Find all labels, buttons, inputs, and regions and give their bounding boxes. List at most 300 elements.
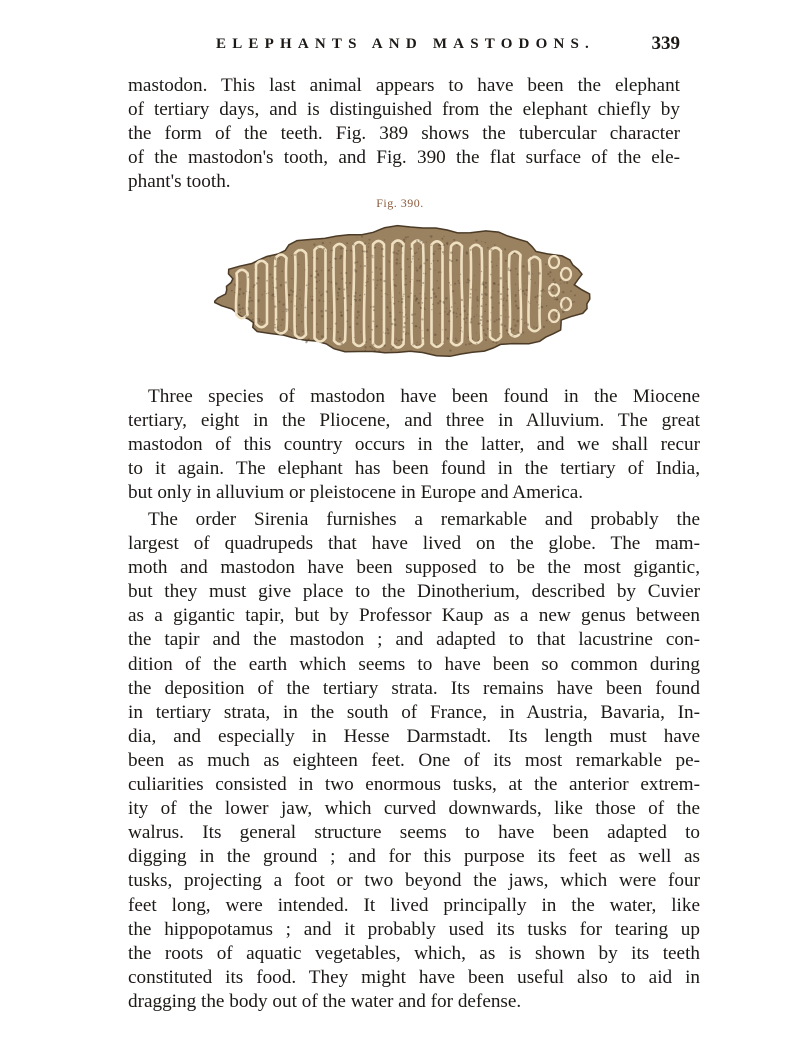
paragraph-mastodon-species <box>128 385 700 505</box>
dentine-dot <box>404 284 406 286</box>
dentine-dot <box>335 283 337 285</box>
dentine-dot <box>395 252 397 254</box>
dentine-dot <box>549 284 550 285</box>
dentine-dot <box>403 326 405 328</box>
dentine-dot <box>431 349 432 350</box>
dentine-dot <box>406 284 408 286</box>
dentine-dot <box>439 313 441 315</box>
dentine-dot <box>405 307 407 309</box>
dentine-dot <box>493 282 495 284</box>
dentine-dot <box>469 297 471 299</box>
dentine-dot <box>416 240 418 242</box>
dentine-dot <box>257 299 259 301</box>
dentine-dot <box>328 281 330 283</box>
dentine-dot <box>405 278 407 280</box>
dentine-dot <box>377 279 379 281</box>
dentine-dot <box>450 260 452 262</box>
dentine-dot <box>274 305 277 308</box>
dentine-dot <box>503 305 505 307</box>
dentine-dot <box>394 284 396 286</box>
dentine-dot <box>258 318 260 320</box>
dentine-dot <box>383 280 385 282</box>
dentine-dot <box>372 271 373 272</box>
dentine-dot <box>436 344 438 346</box>
dentine-dot <box>522 290 525 293</box>
dentine-dot <box>296 308 298 310</box>
dentine-dot <box>361 236 363 238</box>
dentine-dot <box>484 293 486 295</box>
dentine-dot <box>445 297 448 300</box>
dentine-dot <box>410 351 411 352</box>
dentine-dot <box>337 294 339 296</box>
dentine-dot <box>373 309 375 311</box>
dentine-dot <box>515 294 517 296</box>
dentine-dot <box>276 319 278 321</box>
dentine-dot <box>534 282 536 284</box>
dentine-dot <box>299 298 301 300</box>
dentine-dot <box>442 329 443 330</box>
text-line: Three species of mastodon have been found in the Miocene <box>148 386 700 407</box>
dentine-dot <box>520 333 522 335</box>
dentine-dot <box>375 287 377 289</box>
dentine-dot <box>289 329 290 330</box>
figure-elephant-tooth <box>214 212 594 372</box>
dentine-dot <box>513 319 515 321</box>
dentine-dot <box>341 342 344 345</box>
dentine-dot <box>352 251 353 252</box>
paragraph-mastodon-teeth <box>128 74 680 194</box>
dentine-dot <box>452 290 454 292</box>
dentine-dot <box>481 316 483 318</box>
dentine-dot <box>316 323 317 324</box>
dentine-dot <box>438 287 440 289</box>
dentine-dot <box>455 339 457 341</box>
text-line: to it again. The elephant has been found in the tertiary of India, <box>128 458 700 480</box>
dentine-dot <box>381 319 382 320</box>
dentine-dot <box>490 274 492 276</box>
dentine-dot <box>375 326 377 328</box>
dentine-dot <box>274 257 277 260</box>
dentine-dot <box>323 248 325 250</box>
dentine-dot <box>481 294 483 296</box>
dentine-dot <box>559 301 561 303</box>
dentine-dot <box>322 242 324 244</box>
dentine-dot <box>459 314 461 316</box>
dentine-dot <box>346 321 348 323</box>
dentine-dot <box>486 267 487 268</box>
dentine-dot <box>331 267 332 268</box>
dentine-dot <box>552 265 553 266</box>
dentine-dot <box>346 309 348 311</box>
dentine-dot <box>335 323 337 325</box>
dentine-dot <box>441 238 443 240</box>
dentine-dot <box>427 329 429 331</box>
dentine-dot <box>518 290 519 291</box>
dentine-dot <box>369 239 371 241</box>
dentine-dot <box>487 247 489 249</box>
dentine-dot <box>490 296 492 298</box>
dentine-dot <box>358 305 359 306</box>
dentine-dot <box>446 308 447 309</box>
dentine-dot <box>543 326 545 328</box>
dentine-dot <box>456 259 457 260</box>
dentine-dot <box>234 283 236 285</box>
dentine-dot <box>348 295 350 297</box>
dentine-dot <box>401 298 403 300</box>
dentine-dot <box>234 292 235 293</box>
dentine-dot <box>368 243 369 244</box>
dentine-dot <box>317 273 319 275</box>
dentine-dot <box>548 289 550 291</box>
dentine-dot <box>340 255 343 258</box>
dentine-dot <box>274 296 275 297</box>
dentine-dot <box>314 276 316 278</box>
dentine-dot <box>381 255 382 256</box>
dentine-dot <box>524 293 526 295</box>
dentine-dot <box>464 310 466 312</box>
dentine-dot <box>541 296 542 297</box>
dentine-dot <box>269 256 271 258</box>
dentine-dot <box>514 300 516 302</box>
dentine-dot <box>448 320 450 322</box>
dentine-dot <box>257 277 260 280</box>
text-line: culiarities consisted in two enormous tusks, at the anterior extrem- <box>128 774 700 796</box>
dentine-dot <box>331 249 333 251</box>
dentine-dot <box>490 249 492 251</box>
dentine-dot <box>546 319 548 321</box>
dentine-dot <box>443 244 445 246</box>
dentine-dot <box>387 294 388 295</box>
dentine-dot <box>325 310 327 312</box>
dentine-dot <box>407 258 409 260</box>
dentine-dot <box>375 267 377 269</box>
dentine-dot <box>552 289 554 291</box>
dentine-dot <box>422 330 423 331</box>
dentine-dot <box>574 294 576 296</box>
dentine-dot <box>285 308 287 310</box>
dentine-dot <box>430 297 432 299</box>
dentine-dot <box>294 254 296 256</box>
dentine-dot <box>424 309 425 310</box>
dentine-dot <box>450 284 451 285</box>
dentine-dot <box>402 312 403 313</box>
dentine-dot <box>317 331 319 333</box>
dentine-dot <box>557 311 558 312</box>
text-line: the form of the teeth. Fig. 389 shows the tubercular character <box>128 123 680 145</box>
dentine-dot <box>507 288 509 290</box>
dentine-dot <box>449 259 451 261</box>
dentine-dot <box>506 300 508 302</box>
dentine-dot <box>412 258 413 259</box>
dentine-dot <box>386 306 388 308</box>
dentine-dot <box>476 299 478 301</box>
text-line: mastodon. This last animal appears to have been the elephant <box>128 75 680 96</box>
dentine-dot <box>298 314 300 316</box>
dentine-dot <box>403 316 405 318</box>
dentine-dot <box>376 285 377 286</box>
dentine-dot <box>498 284 500 286</box>
dentine-dot <box>388 260 389 261</box>
dentine-dot <box>350 304 351 305</box>
dentine-dot <box>320 310 322 312</box>
dentine-dot <box>426 259 428 261</box>
dentine-dot <box>461 299 463 301</box>
dentine-dot <box>258 320 260 322</box>
dentine-dot <box>238 308 240 310</box>
dentine-dot <box>266 293 267 294</box>
dentine-dot <box>248 276 250 278</box>
dentine-dot <box>337 292 339 294</box>
dentine-dot <box>564 282 565 283</box>
dentine-dot <box>456 316 458 318</box>
dentine-dot <box>391 323 393 325</box>
dentine-dot <box>554 278 555 279</box>
dentine-dot <box>365 341 367 343</box>
dentine-dot <box>434 251 435 252</box>
dentine-dot <box>444 311 446 313</box>
dentine-dot <box>374 247 376 249</box>
dentine-dot <box>401 338 404 341</box>
dentine-dot <box>410 292 412 294</box>
dentine-dot <box>396 242 397 243</box>
dentine-dot <box>479 264 480 265</box>
dentine-dot <box>329 242 330 243</box>
dentine-dot <box>367 275 368 276</box>
dentine-dot <box>466 282 467 283</box>
dentine-dot <box>319 292 320 293</box>
dentine-dot <box>312 296 313 297</box>
dentine-dot <box>431 237 432 238</box>
dentine-dot <box>556 298 558 300</box>
dentine-dot <box>311 312 313 314</box>
dentine-dot <box>492 307 494 309</box>
dentine-dot <box>358 315 360 317</box>
dentine-dot <box>357 237 358 238</box>
dentine-dot <box>481 241 482 242</box>
dentine-dot <box>484 310 486 312</box>
dentine-dot <box>346 242 348 244</box>
dentine-dot <box>304 269 305 270</box>
dentine-dot <box>506 329 508 331</box>
dentine-dot <box>390 348 392 350</box>
dentine-dot <box>445 329 447 331</box>
dentine-dot <box>565 298 567 300</box>
dentine-dot <box>529 303 530 304</box>
dentine-dot <box>528 271 530 273</box>
dentine-dot <box>264 291 265 292</box>
dentine-dot <box>572 301 574 303</box>
dentine-dot <box>562 311 565 314</box>
dentine-dot <box>500 315 502 317</box>
dentine-dot <box>364 251 366 253</box>
dentine-dot <box>415 297 417 299</box>
dentine-dot <box>345 272 347 274</box>
dentine-dot <box>508 267 510 269</box>
dentine-dot <box>521 319 523 321</box>
dentine-dot <box>433 253 435 255</box>
dentine-dot <box>518 332 520 334</box>
dentine-dot <box>316 258 318 260</box>
dentine-dot <box>248 301 250 303</box>
text-line: but only in alluvium or pleistocene in Europe and America. <box>128 482 584 504</box>
dentine-dot <box>327 328 329 330</box>
dentine-dot <box>485 282 487 284</box>
dentine-dot <box>301 305 302 306</box>
dentine-dot <box>411 261 413 263</box>
dentine-dot <box>423 262 425 264</box>
dentine-dot <box>381 290 383 292</box>
dentine-dot <box>395 338 397 340</box>
dentine-dot <box>479 316 480 317</box>
dentine-dot <box>530 279 531 280</box>
dentine-dot <box>422 337 424 339</box>
dentine-dot <box>312 257 313 258</box>
dentine-dot <box>365 285 366 286</box>
dentine-dot <box>353 295 355 297</box>
dentine-dot <box>499 333 501 335</box>
dentine-dot <box>419 327 420 328</box>
dentine-dot <box>286 311 288 313</box>
dentine-dot <box>443 302 445 304</box>
text-line: the roots of aquatic vegetables, which, as is shown by its teeth <box>128 942 700 964</box>
dentine-dot <box>430 245 431 246</box>
dentine-dot <box>372 344 374 346</box>
dentine-dot <box>321 335 324 338</box>
dentine-dot <box>402 252 403 253</box>
dentine-dot <box>407 296 408 297</box>
dentine-dot <box>359 299 362 302</box>
dentine-dot <box>296 326 297 327</box>
dentine-dot <box>414 295 416 297</box>
dentine-dot <box>505 310 506 311</box>
dentine-dot <box>392 346 394 348</box>
dentine-dot <box>522 332 524 334</box>
dentine-dot <box>461 327 462 328</box>
dentine-dot <box>460 330 462 332</box>
dentine-dot <box>412 343 414 345</box>
dentine-dot <box>420 245 421 246</box>
dentine-dot <box>389 261 391 263</box>
dentine-dot <box>472 338 473 339</box>
dentine-dot <box>252 319 254 321</box>
running-head <box>128 33 680 60</box>
dentine-dot <box>515 284 516 285</box>
dentine-dot <box>291 294 292 295</box>
dentine-dot <box>415 299 417 301</box>
dentine-dot <box>403 239 405 241</box>
dentine-dot <box>368 246 369 247</box>
dentine-dot <box>275 287 277 289</box>
dentine-dot <box>292 290 294 292</box>
text-line: The order Sirenia furnishes a remarkable and probably the <box>148 509 700 530</box>
dentine-dot <box>418 302 420 304</box>
dentine-dot <box>508 269 510 271</box>
dentine-dot <box>424 307 425 308</box>
dentine-dot <box>238 305 240 307</box>
dentine-dot <box>310 275 312 277</box>
dentine-dot <box>398 301 399 302</box>
text-line: in tertiary strata, in the south of France, in Austria, Bavaria, In- <box>128 701 700 723</box>
dentine-dot <box>562 307 565 310</box>
dentine-dot <box>393 303 395 305</box>
dentine-dot <box>369 346 371 348</box>
dentine-dot <box>331 312 333 314</box>
dentine-dot <box>249 291 251 293</box>
dentine-dot <box>308 338 310 340</box>
dentine-dot <box>429 268 431 270</box>
dentine-dot <box>504 325 506 327</box>
dentine-dot <box>281 325 282 326</box>
dentine-dot <box>492 266 493 267</box>
figure-caption: Fig. 390. <box>376 196 424 210</box>
dentine-dot <box>520 289 521 290</box>
dentine-dot <box>553 296 555 298</box>
dentine-dot <box>414 252 416 254</box>
dentine-dot <box>371 329 373 331</box>
dentine-dot <box>354 269 356 271</box>
dentine-dot <box>514 252 516 254</box>
dentine-dot <box>438 248 439 249</box>
dentine-dot <box>311 299 314 302</box>
dentine-dot <box>338 288 340 290</box>
dentine-dot <box>477 305 478 306</box>
dentine-dot <box>318 299 320 301</box>
dentine-dot <box>381 248 384 251</box>
dentine-dot <box>502 252 503 253</box>
dentine-dot <box>274 327 276 329</box>
dentine-dot <box>492 290 493 291</box>
dentine-dot <box>301 321 303 323</box>
dentine-dot <box>261 321 263 323</box>
dentine-dot <box>350 250 352 252</box>
dentine-dot <box>372 257 374 259</box>
dentine-dot <box>313 243 315 245</box>
dentine-dot <box>294 305 295 306</box>
dentine-dot <box>369 338 371 340</box>
dentine-dot <box>465 344 467 346</box>
dentine-dot <box>328 269 330 271</box>
dentine-dot <box>335 258 337 260</box>
dentine-dot <box>291 278 292 279</box>
dentine-dot <box>378 350 380 352</box>
dentine-dot <box>468 343 470 345</box>
dentine-dot <box>402 245 404 247</box>
dentine-dot <box>411 279 412 280</box>
dentine-dot <box>444 236 445 237</box>
dentine-dot <box>321 315 324 318</box>
dentine-dot <box>419 344 420 345</box>
dentine-dot <box>357 311 360 314</box>
dentine-dot <box>498 291 500 293</box>
dentine-dot <box>560 283 561 284</box>
dentine-dot <box>463 305 465 307</box>
dentine-dot <box>425 297 427 299</box>
dentine-dot <box>433 260 435 262</box>
dentine-dot <box>527 323 529 325</box>
dentine-dot <box>384 344 386 346</box>
dentine-dot <box>387 332 389 334</box>
dentine-dot <box>399 311 401 313</box>
dentine-dot <box>554 298 556 300</box>
dentine-dot <box>503 300 504 301</box>
dentine-dot <box>524 323 525 324</box>
dentine-dot <box>451 306 453 308</box>
dentine-dot <box>246 291 247 292</box>
dentine-dot <box>405 333 407 335</box>
dentine-dot <box>494 244 496 246</box>
dentine-dot <box>366 250 368 252</box>
dentine-dot <box>304 307 306 309</box>
